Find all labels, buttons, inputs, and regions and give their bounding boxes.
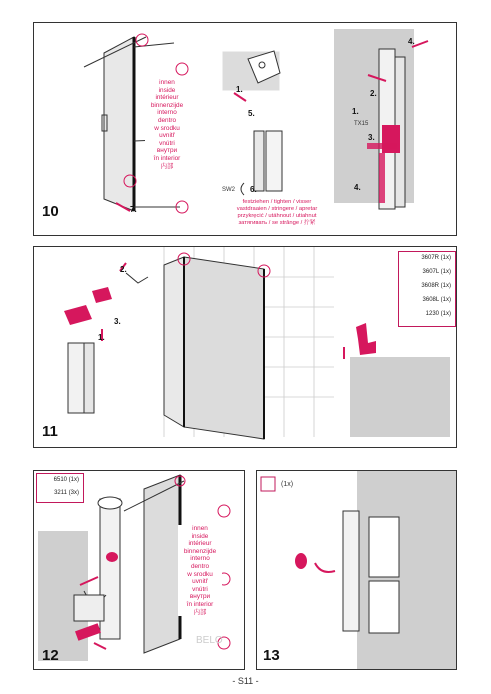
part-row: 3607L (1x) — [422, 269, 451, 275]
step-number: 11 — [42, 423, 58, 440]
part-row: 1230 (1x) — [425, 311, 451, 317]
part-row: 3608R (1x) — [421, 283, 451, 289]
step-3-label: 3. — [368, 133, 375, 142]
watermark: BELO — [196, 635, 223, 646]
page-number: - S11 - — [232, 676, 259, 686]
step-4b-label: 4. — [408, 37, 415, 46]
step-7-label: 7. — [130, 205, 137, 214]
part-row: 3607R (1x) — [421, 255, 451, 261]
tighten-instruction: festziehen / tighten / visser vastdraaien / stringere / apretar przykręcić / utáhnout / utiahnut затягивать / se strânge / 拧紧 — [236, 199, 318, 226]
parts-list-step-12 — [36, 473, 84, 503]
step-5-label: 5. — [248, 109, 255, 118]
tool-size-label: TX15 — [354, 121, 369, 127]
step-11-illustration — [34, 247, 456, 447]
panel-step-11 — [33, 246, 457, 448]
panel-step-10 — [33, 22, 457, 236]
part-row: 3211 (3x) — [54, 490, 79, 496]
step-number: 13 — [263, 647, 280, 664]
step-13-illustration — [257, 471, 456, 669]
part-row: 6510 (1x) — [53, 477, 79, 483]
step-2-label: 2. — [120, 265, 127, 274]
step-4-label: 4. — [354, 183, 361, 192]
step-1-label: 1. — [236, 85, 243, 94]
inside-label-step-10: innen inside intérieur binnenzijde interno dentro w srodku uvnitř vnútri внутри în interior 内部 — [145, 79, 189, 170]
part-row: 3608L (1x) — [422, 297, 451, 303]
step-number: 10 — [42, 203, 59, 220]
parts-list-step-11 — [398, 251, 456, 327]
step-number: 12 — [42, 647, 59, 664]
step-2-label: 2. — [370, 89, 377, 98]
quantity-label: (1x) — [281, 481, 294, 488]
inside-label-step-12: innen inside intérieur binnenzijde interno dentro w srodku uvnitř vnútri внутри în interior 内部 — [178, 525, 222, 616]
wrench-size-label: SW2 — [222, 187, 236, 193]
panel-step-12 — [33, 470, 245, 670]
step-3-label: 3. — [114, 317, 121, 326]
step-1-label: 1. — [98, 333, 105, 342]
step-1b-label: 1. — [352, 107, 359, 116]
step-6-label: 6. — [250, 185, 257, 194]
panel-step-13 — [256, 470, 457, 670]
